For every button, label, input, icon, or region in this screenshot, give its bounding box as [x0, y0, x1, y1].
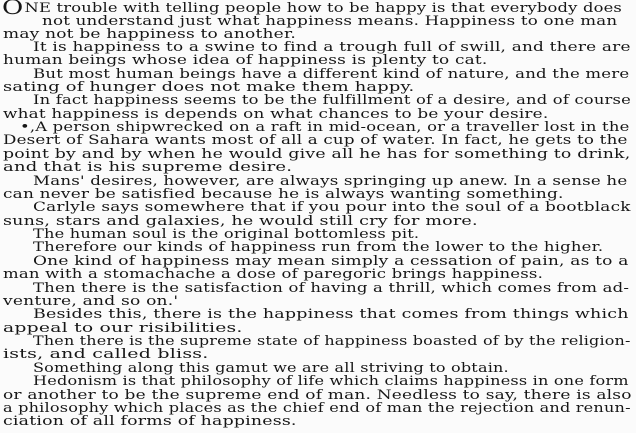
text-line: Then there is the satisfaction of having a thrill, which comes from ad- [33, 280, 630, 295]
text-line: may not be happiness to another. [3, 26, 297, 41]
text-line: ciation of all forms of happiness. [3, 413, 297, 428]
text-line: venture, and so on.' [3, 293, 179, 308]
text-line: It is happiness to a swine to find a trough full of swill, and there are [33, 39, 631, 54]
lead-caps: NE [24, 0, 52, 15]
text-line: ists, and called bliss. [3, 346, 209, 361]
text-line: and that is his supreme desire. [3, 159, 293, 174]
text-line: The human soul is the original bottomless pit. [33, 226, 420, 241]
drop-cap: O [2, 0, 25, 19]
text-line: In fact happiness seems to be the fulfillment of a desire, and of course [33, 92, 631, 107]
text-line: Then there is the supreme state of happiness boasted of by the religion- [33, 333, 631, 348]
text-line: what happiness is depends on what chances to be your desire. [3, 106, 549, 121]
text-line: Something along this gamut we are all striving to obtain. [33, 360, 509, 375]
text-line: sating of hunger does not make them happy. [3, 79, 415, 94]
text-line: •,A person shipwrecked on a raft in mid-ocean, or a traveller lost in the [20, 119, 630, 134]
text-line: point by and by when he would give all he has for something to drink, [3, 146, 631, 161]
text-line: man with a stomachache a dose of paregoric brings happiness. [3, 266, 544, 281]
text-line: Therefore our kinds of happiness run from the lower to the higher. [33, 239, 604, 254]
text-line: Carlyle says somewhere that if you pour into the soul of a bootblack [33, 199, 631, 214]
text-line: can never be satisfied because he is always wanting something. [3, 186, 564, 201]
text-line: a philosophy which places as the chief end of man the rejection and renun- [3, 400, 631, 415]
text-line: appeal to our risibilities. [3, 320, 243, 335]
text-line: Besides this, there is the happiness that comes from things which [33, 306, 629, 321]
text-line: human beings whose idea of happiness is plenty to cat. [3, 52, 488, 67]
text-line: But most human beings have a different kind of nature, and the mere [33, 66, 630, 81]
text-line: or another to be the supreme end of man. Needless to say, there is also [3, 387, 632, 402]
text-line: Mans' desires, however, are always springing up anew. In a sense he [33, 173, 628, 188]
text-line-content: trouble with telling people how to be happy is that everybody does [51, 0, 622, 15]
text-line: Desert of Sahara wants most of all a cup of water. In fact, he gets to the [3, 132, 628, 147]
text-line: Hedonism is that philosophy of life which claims happiness in one form [33, 373, 629, 388]
text-line: One kind of happiness may mean simply a cessation of pain, as to a [33, 253, 629, 268]
text-line: not understand just what happiness means. Happiness to one man [42, 13, 618, 28]
text-line: suns, stars and galaxies, he would still cry for more. [3, 213, 478, 228]
